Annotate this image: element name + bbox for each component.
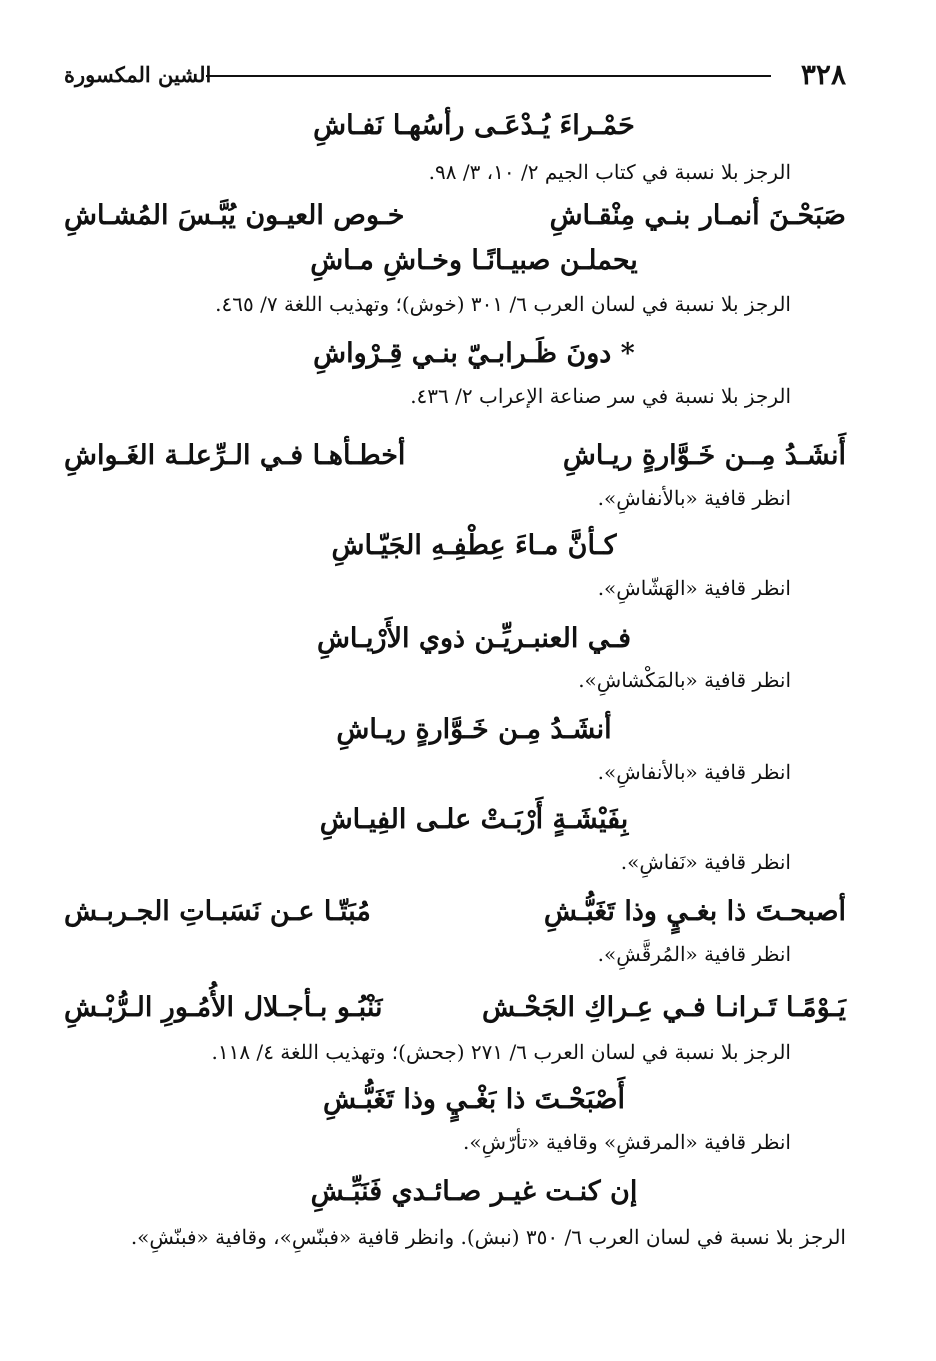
verse: إن كنـت غيـر صـائـدي فَنَبِّـشِ xyxy=(310,1176,638,1207)
hemistich-right: أصبحـتَ ذا بغـيٍ وذا تَغَبُّـشِ xyxy=(543,896,846,927)
footnote: الرجز بلا نسبة في لسان العرب ٦/ ٢٧١ (جحش)؛ وتهذيب اللغة ٤/ ١١٨. xyxy=(211,1040,791,1064)
verse: أَصْبَحْـتَ ذا بَغْـيٍ وذا تَغَبُّـشِ xyxy=(322,1084,626,1115)
verse: فـي العنبـريِّـن ذوي الأَرْيـاشِ xyxy=(316,623,632,654)
hemistich-left: خـوص العيـون يُبَّـسَ المُشـاشِ xyxy=(64,200,405,231)
footnote: انظر قافية «بالأنفاشِ». xyxy=(597,760,791,784)
verse-pair xyxy=(64,200,846,231)
footnote: الرجز بلا نسبة في كتاب الجيم ٢/ ١٠، ٣/ ٩٨. xyxy=(428,160,791,184)
footnote: الرجز بلا نسبة في سر صناعة الإعراب ٢/ ٤٣٦. xyxy=(410,384,791,408)
footnote: الرجز بلا نسبة في لسان العرب ٦/ ٣٠١ (خوش)؛ وتهذيب اللغة ٧/ ٤٦٥. xyxy=(215,292,791,316)
verse-pair xyxy=(64,440,846,471)
hemistich-right: صَبَحْـنَ أنمـار بنـي مِنْقـاشِ xyxy=(549,200,846,231)
hemistich-right: أَنشَـدُ مِــن خَـوَّارةٍ ريـاشِ xyxy=(562,440,846,471)
verse-pair xyxy=(64,896,846,927)
verse: حَمْـراءَ يُـدْعَـى رأسُهـا نَفـاشِ xyxy=(313,110,635,141)
page-header xyxy=(64,58,846,92)
hemistich-left: نَنْبُـو بـأجـلال الأُمُـورِ الـرُّبْـشِ xyxy=(64,992,383,1023)
hemistich-right: يَـوْمًـا تَـرانـا فـي عِـراكِ الجَحْـش xyxy=(482,992,846,1023)
verse: أنشَـدُ مِـن خَـوَّارةٍ ريـاشِ xyxy=(336,714,612,745)
verse: بِفَيْشَـةٍ أَرْبَـتْ علـى الفِيـاشِ xyxy=(319,804,629,835)
verse: * دونَ ظَـرابـيّ بنـي قِـرْواشِ xyxy=(313,338,635,369)
verse: كـأنَّ مـاءَ عِطْفِـهِ الجَيّـاشِ xyxy=(331,530,617,561)
footnote: انظر قافية «نَفاشِ». xyxy=(620,850,791,874)
hemistich-left: مُبَتّـا عـن نَسَبـاتِ الجـربـش xyxy=(64,896,371,927)
footnote: انظر قافية «المرقشِ» وقافية «تأرّشِ». xyxy=(463,1130,791,1154)
page-number: ٣٢٨ xyxy=(800,58,846,91)
running-title: الشين المكسورة xyxy=(64,62,212,87)
header-rule xyxy=(206,75,771,77)
footnote: انظر قافية «المُرقَّشِ». xyxy=(597,942,791,966)
footnote: انظر قافية «الهَشّاشِ». xyxy=(597,576,791,600)
verse: يحملـن صبيـانًـا وخـاشِ مـاشِ xyxy=(310,245,638,276)
footnote: الرجز بلا نسبة في لسان العرب ٦/ ٣٥٠ (نبش). وانظر قافية «فبنّسِ»، وقافية «فبنّشِ». xyxy=(130,1225,846,1249)
footnote: انظر قافية «بالأنفاشِ». xyxy=(597,486,791,510)
footnote: انظر قافية «بالمَكْشاشِ». xyxy=(578,668,791,692)
hemistich-left: أخطـأهـا فـي الـرِّعلـة الغَـواشِ xyxy=(64,440,406,471)
verse-pair xyxy=(64,992,846,1023)
